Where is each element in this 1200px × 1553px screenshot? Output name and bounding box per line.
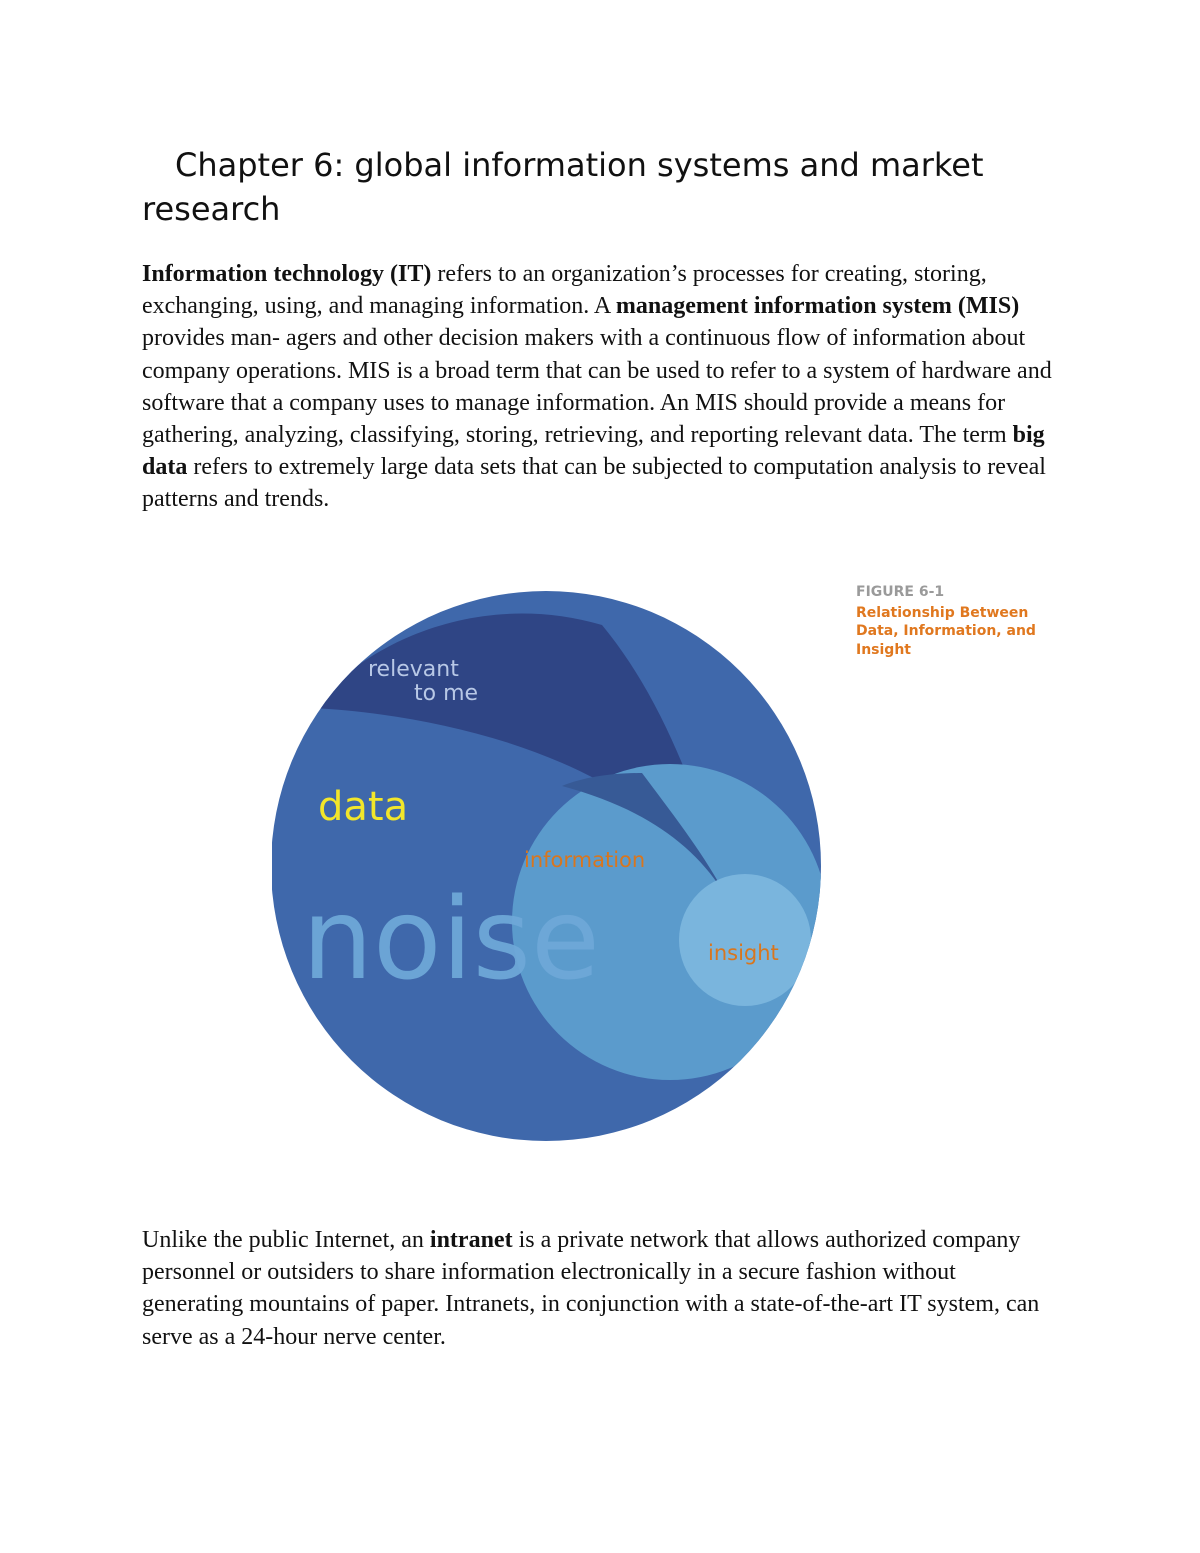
data-information-insight-diagram (272, 580, 832, 1155)
text-run: storing, exchanging, using, and managing information. A (142, 261, 987, 320)
text-run: refers to an organization’s processes for creating, (437, 261, 909, 287)
relevant-label-line2: to me (414, 681, 479, 706)
bold-term: big data (142, 422, 1045, 481)
figure-6-1-diagram (272, 580, 832, 1155)
relevant-label-line1: relevant (368, 657, 459, 682)
bold-term: management information system (MIS) (615, 293, 1020, 320)
text-run: is a private network that allows authorized company personnel or outsiders to share information electronically in a secure fashion without generating mountains of paper. Intranets, in conjunction with a state-of-the-art IT system, can serve as a 24-hour nerve center. (142, 1227, 1040, 1350)
noise-label: noise (302, 875, 600, 1005)
bold-term: intranet (429, 1227, 513, 1253)
paragraph-intranet (142, 1224, 1062, 1353)
page-title: Chapter 6: global information systems and market research (142, 146, 984, 228)
figure-number: FIGURE 6-1 (856, 584, 945, 600)
data-label: data (318, 784, 409, 830)
insight-circle (679, 874, 811, 1006)
insight-label: insight (708, 941, 779, 965)
figure-description: Relationship Between Data, Information, and Insight (856, 604, 1036, 658)
bold-term: Information technology (IT) (142, 261, 432, 287)
text-run: provides man- agers and other decision makers with a continuous flow of information about company operations. MIS is a broad term that can be used to refer to a system of hardware and software that a company uses to manage information. An MIS should provide a means for gathering, analyzing, classifying, storing, retrieving, and reporting relevant data. The term (142, 325, 1052, 449)
text-run: Unlike the public Internet, an (142, 1227, 430, 1253)
paragraph-it-mis (142, 258, 1062, 516)
figure-caption (856, 583, 1056, 659)
text-run: refers to extremely large data sets that can be subjected to computation analysis to reveal patterns and trends. (142, 454, 1046, 513)
information-label: information (524, 848, 646, 872)
